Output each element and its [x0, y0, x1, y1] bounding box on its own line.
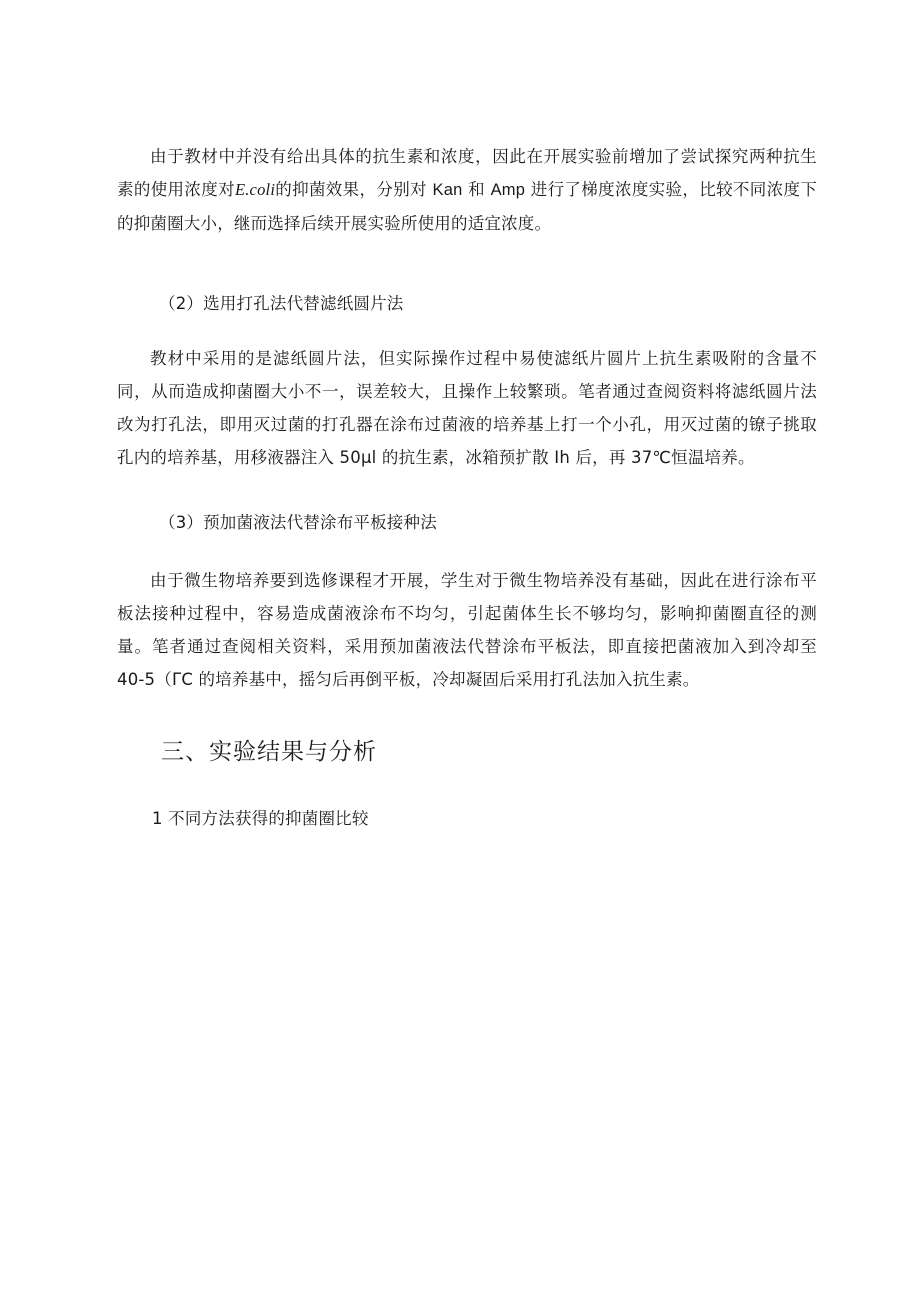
paragraph-part: 进行了梯度浓度实验，比较不同浓度下的抑菌圈大小，继而选择后续开展实验所使用的适宜浓度。 [117, 180, 818, 233]
heading-preadd-method: （3）预加菌液法代替涂布平板接种法 [159, 513, 437, 532]
kan-term: Kan [432, 181, 463, 199]
section-title: 三、实验结果与分析 [161, 739, 377, 765]
paragraph-antibiotic-concentration [117, 140, 817, 240]
paragraph-part: 由于教材中并没有给出具体的抗生素和浓度，因此在开展实验前增加了尝试探究两种抗生素的使用浓度对 [117, 147, 817, 199]
amp-term: Amp [490, 181, 526, 199]
paragraph-part: 和 [468, 180, 485, 199]
paragraph-preadd-method: 由于微生物培养要到选修课程才开展，学生对于微生物培养没有基础，因此在进行涂布平板法接种过程中，容易造成菌液涂布不均匀，引起菌体生长不够均匀，影响抑菌圈直径的测量。笔者通过查阅相关资料，采用预加菌液法代替涂布平板法，即直接把菌液加入到冷却至 40-5（ΓC 的培养基中，摇匀后再倒平板，冷却凝固后采用打孔法加入抗生素。 [117, 571, 817, 689]
paragraph-punch-method: 教材中采用的是滤纸圆片法，但实际操作过程中易使滤纸片圆片上抗生素吸附的含量不同，从而造成抑菌圈大小不一，误差较大，且操作上较繁琐。笔者通过查阅资料将滤纸圆片法改为打孔法，即用灭过菌的打孔器在涂布过菌液的培养基上打一个小孔，用灭过菌的镣子挑取孔内的培养基，用移液器注入 50µl 的抗生素，冰箱预扩散 Ih 后，再 37℃恒温培养。 [117, 349, 817, 467]
paragraph-part: 的抑菌效果，分别对 [275, 180, 427, 199]
figure-caption: 1 不同方法获得的抑菌圈比较 [152, 809, 369, 828]
heading-punch-method: （2）选用打孔法代替滤纸圆片法 [159, 294, 404, 313]
ecoli-term: E.coli [234, 180, 276, 199]
